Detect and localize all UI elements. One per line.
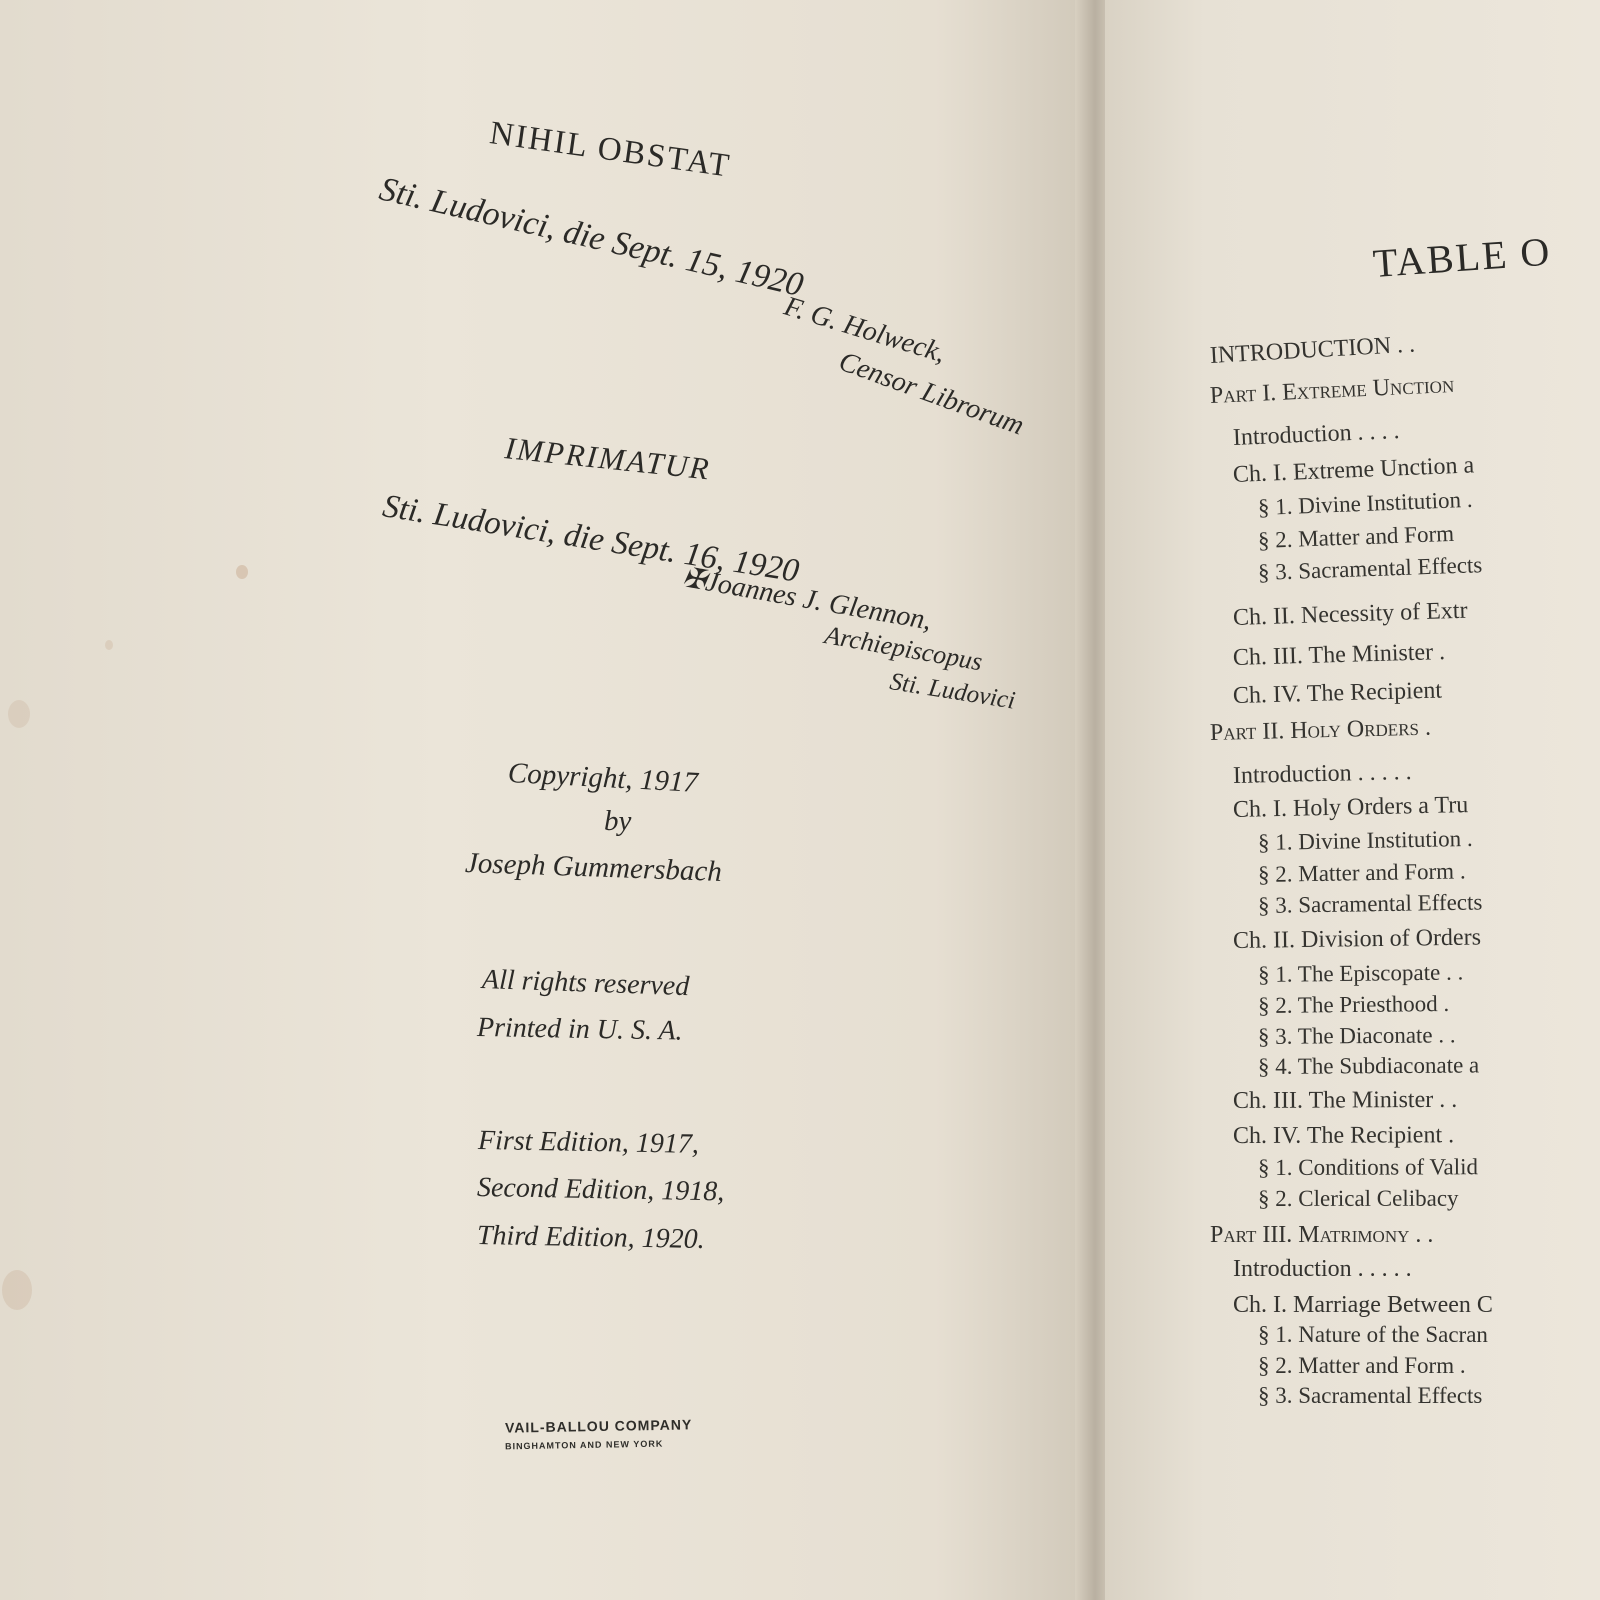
- toc-entry: Ch. III. The Minister . .: [1232, 1086, 1458, 1114]
- toc-entry: § 3. The Diaconate . .: [1257, 1022, 1456, 1049]
- toc-entry: § 2. The Priesthood .: [1257, 990, 1450, 1018]
- toc-title: TABLE O: [1371, 228, 1553, 286]
- toc-entry: § 1. Divine Institution .: [1257, 825, 1473, 855]
- toc-entry: Introduction . . . . .: [1232, 758, 1412, 789]
- edition-first: First Edition, 1917,: [477, 1125, 700, 1160]
- censor-title: Censor Librorum: [834, 345, 1028, 442]
- toc-entry: Ch. II. Necessity of Extr: [1232, 597, 1468, 631]
- bishop-see: Sti. Ludovici: [887, 668, 1018, 715]
- toc-entry: Ch. I. Extreme Unction a: [1232, 452, 1475, 488]
- toc-entry: § 1. Conditions of Valid: [1257, 1154, 1479, 1180]
- nihil-obstat-date: Sti. Ludovici, die Sept. 15, 1920: [375, 170, 807, 305]
- toc-entry: Ch. III. The Minister .: [1232, 639, 1446, 671]
- printer-name: VAIL-BALLOU COMPANY: [504, 1416, 693, 1436]
- toc-entry: § 2. Matter and Form .: [1258, 1353, 1466, 1378]
- toc-entry: § 3. Sacramental Effects: [1257, 889, 1483, 918]
- toc-entry: § 1. Nature of the Sacran: [1258, 1322, 1488, 1347]
- toc-entry: INTRODUCTION . .: [1209, 331, 1416, 369]
- foxing-stain: [8, 700, 30, 728]
- bishop-title: Archiepiscopus: [822, 620, 985, 677]
- toc-entry: § 2. Matter and Form: [1257, 520, 1455, 553]
- toc-entry: Introduction . . . .: [1232, 418, 1401, 451]
- copyright-author: Joseph Gummersbach: [464, 847, 723, 888]
- foxing-stain: [236, 565, 248, 579]
- printer-place: BINGHAMTON AND NEW YORK: [504, 1438, 664, 1452]
- censor-name: F. G. Holweck,: [780, 290, 950, 370]
- toc-entry: Part II. Holy Orders .: [1209, 714, 1432, 746]
- edition-third: Third Edition, 1920.: [476, 1220, 705, 1255]
- toc-entry: Ch. II. Division of Orders: [1232, 924, 1482, 954]
- toc-entry: § 3. Sacramental Effects: [1258, 1383, 1483, 1408]
- toc-entry: § 1. Divine Institution .: [1257, 486, 1473, 520]
- toc-entry: Ch. IV. The Recipient: [1232, 677, 1443, 709]
- imprimatur-heading: IMPRIMATUR: [503, 430, 713, 487]
- edition-second: Second Edition, 1918,: [476, 1172, 725, 1208]
- bishop-name: ✠Joannes J. Glennon,: [680, 562, 934, 637]
- toc-entry: Introduction . . . . .: [1233, 1256, 1412, 1282]
- toc-entry: Ch. I. Holy Orders a Tru: [1232, 792, 1469, 823]
- nihil-obstat-heading: NIHIL OBSTAT: [487, 115, 734, 185]
- toc-entry: Part I. Extreme Unction: [1209, 371, 1455, 409]
- copyright-line: Copyright, 1917: [507, 757, 699, 799]
- rights-reserved: All rights reserved: [481, 964, 690, 1003]
- toc-entry: § 3. Sacramental Effects: [1257, 552, 1483, 585]
- foxing-stain: [2, 1270, 32, 1310]
- toc-entry: Part III. Matrimony . .: [1210, 1222, 1434, 1248]
- toc-entry: § 2. Matter and Form .: [1257, 858, 1466, 887]
- foxing-stain: [105, 640, 113, 650]
- copyright-by: by: [604, 805, 632, 837]
- toc-entry: § 1. The Episcopate . .: [1257, 959, 1464, 987]
- toc-entry: Ch. I. Marriage Between C: [1233, 1292, 1493, 1318]
- printed-in: Printed in U. S. A.: [476, 1012, 683, 1047]
- imprimatur-date: Sti. Ludovici, die Sept. 16, 1920: [380, 488, 802, 590]
- toc-entry: § 2. Clerical Celibacy: [1257, 1185, 1459, 1211]
- toc-entry: § 4. The Subdiaconate a: [1257, 1052, 1480, 1079]
- toc-entry: Ch. IV. The Recipient .: [1232, 1122, 1455, 1149]
